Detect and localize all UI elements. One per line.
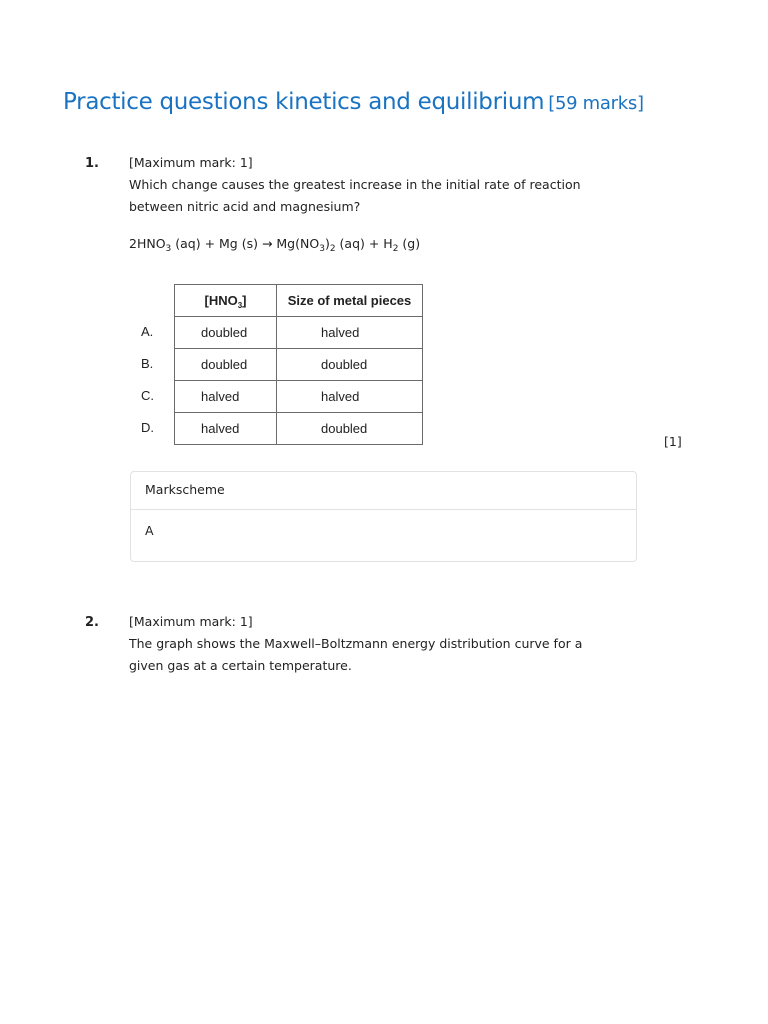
equation-subscript: 3 (319, 244, 325, 254)
question-1-max-mark: [Maximum mark: 1] (129, 155, 253, 170)
table-row (175, 317, 423, 349)
equation-subscript: 2 (329, 244, 336, 254)
table-header-row (175, 285, 423, 317)
cell-concentration: halved (175, 381, 277, 413)
equation-part: ) (324, 236, 330, 251)
option-letter-a: A. (141, 324, 154, 339)
header-text: [HNO (204, 293, 238, 308)
cell-size: doubled (277, 413, 423, 445)
option-letters (141, 316, 154, 444)
markscheme-answer: A (145, 523, 154, 538)
table-row (175, 349, 423, 381)
header-concentration (175, 285, 277, 317)
question-1-body (129, 152, 599, 218)
cell-concentration: halved (175, 413, 277, 445)
cell-size: doubled (277, 349, 423, 381)
question-2-number: 2. (85, 615, 99, 630)
markscheme-header[interactable]: Markscheme (131, 472, 636, 510)
equation-subscript: 3 (165, 244, 172, 254)
question-2-text-line-2: given gas at a certain temperature. (129, 658, 352, 673)
question-2-text-line-1: The graph shows the Maxwell–Boltzmann energy distribution curve for a (129, 636, 583, 651)
cell-size: halved (277, 381, 423, 413)
question-2-body (129, 611, 599, 677)
page-title-text: Practice questions kinetics and equilibrium (63, 89, 545, 115)
equation-part: (g) (398, 236, 421, 251)
total-marks: [59 marks] (548, 93, 644, 114)
cell-size: halved (277, 317, 423, 349)
chemical-equation (129, 236, 421, 254)
header-subscript: 3 (237, 301, 243, 310)
options-table (174, 284, 423, 445)
equation-subscript: 2 (392, 244, 399, 254)
markscheme-panel[interactable] (130, 471, 637, 562)
header-size: Size of metal pieces (277, 285, 423, 317)
question-1-number: 1. (85, 156, 99, 171)
equation-part: 2HNO (129, 236, 166, 251)
header-text: ] (242, 293, 247, 308)
cell-concentration: doubled (175, 317, 277, 349)
question-2-max-mark: [Maximum mark: 1] (129, 614, 253, 629)
option-letter-d: D. (141, 420, 154, 435)
page-title (63, 89, 644, 115)
table-row (175, 413, 423, 445)
equation-part: (aq) + H (335, 236, 393, 251)
question-1-text-line-1: Which change causes the greatest increase in the initial rate of reaction (129, 177, 581, 192)
cell-concentration: doubled (175, 349, 277, 381)
table-row (175, 381, 423, 413)
option-letter-c: C. (141, 388, 154, 403)
equation-part: (aq) + Mg (s) → Mg(NO (171, 236, 320, 251)
question-1-text-line-2: between nitric acid and magnesium? (129, 199, 361, 214)
option-letter-b: B. (141, 356, 154, 371)
question-1-mark: [1] (664, 434, 682, 449)
